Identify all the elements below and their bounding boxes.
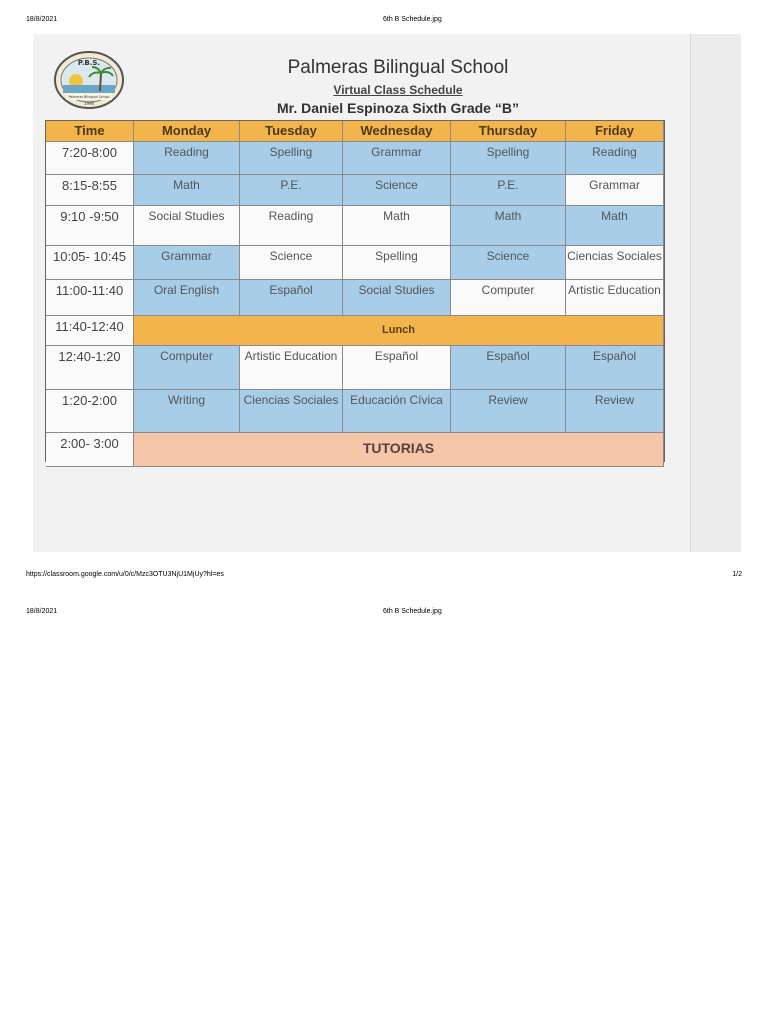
schedule-cell: Math: [451, 206, 566, 246]
print-footer: [0, 569, 768, 583]
logo-school-text: Palmeras Bilingual School: [68, 95, 110, 99]
schedule-cell: Oral English: [134, 280, 240, 316]
teacher-line: Mr. Daniel Espinoza Sixth Grade “B”: [277, 100, 519, 116]
schedule-cell: Español: [451, 346, 566, 390]
school-logo: [54, 51, 124, 109]
schedule-table: [45, 120, 665, 462]
schedule-cell: Grammar: [134, 246, 240, 280]
print-header: [0, 14, 768, 28]
time-slot: 8:15-8:55: [46, 175, 134, 206]
time-slot: 10:05- 10:45: [46, 246, 134, 280]
time-slot: 2:00- 3:00: [46, 433, 134, 467]
schedule-title: Virtual Class Schedule: [333, 83, 463, 97]
schedule-cell: Reading: [240, 206, 343, 246]
header-monday: Monday: [134, 121, 240, 142]
print-url: https://classroom.google.com/u/0/c/Mzc3OTU3NjU1MjUy?hl=es: [26, 571, 224, 578]
schedule-cell: Review: [566, 390, 664, 433]
schedule-cell: Computer: [134, 346, 240, 390]
schedule-cell: Spelling: [240, 142, 343, 175]
header-tuesday: Tuesday: [240, 121, 343, 142]
schedule-cell: Science: [343, 175, 451, 206]
print-date: 18/8/2021: [26, 608, 58, 615]
schedule-cell: Español: [566, 346, 664, 390]
schedule-title-block: [213, 56, 583, 117]
schedule-cell: Writing: [134, 390, 240, 433]
lunch-band: Lunch: [134, 316, 664, 346]
schedule-cell: Spelling: [343, 246, 451, 280]
header-wednesday: Wednesday: [343, 121, 451, 142]
schedule-cell: Artistic Education: [566, 280, 664, 316]
time-slot: 1:20-2:00: [46, 390, 134, 433]
schedule-cell: Español: [343, 346, 451, 390]
print-title: 6th B Schedule.jpg: [383, 608, 442, 615]
header-friday: Friday: [566, 121, 664, 142]
print-page-number: 1/2: [732, 571, 742, 578]
schedule-cell: Math: [134, 175, 240, 206]
schedule-cell: P.E.: [451, 175, 566, 206]
schedule-cell: Artistic Education: [240, 346, 343, 390]
time-slot: 9:10 -9:50: [46, 206, 134, 246]
time-slot: 12:40-1:20: [46, 346, 134, 390]
school-name: Palmeras Bilingual School: [287, 57, 509, 78]
schedule-cell: Educación Cívica: [343, 390, 451, 433]
schedule-cell: Social Studies: [343, 280, 451, 316]
header-thursday: Thursday: [451, 121, 566, 142]
schedule-cell: Grammar: [566, 175, 664, 206]
schedule-cell: Math: [566, 206, 664, 246]
schedule-cell: Reading: [134, 142, 240, 175]
print-title: 6th B Schedule.jpg: [383, 16, 442, 23]
print-header-page-2: [0, 606, 768, 620]
time-slot: 7:20-8:00: [46, 142, 134, 175]
time-slot: 11:40-12:40: [46, 316, 134, 346]
tutorias-band: TUTORIAS: [134, 433, 664, 467]
schedule-cell: Review: [451, 390, 566, 433]
time-slot: 11:00-11:40: [46, 280, 134, 316]
schedule-cell: Grammar: [343, 142, 451, 175]
scan-edge: [690, 34, 741, 552]
schedule-cell: Spelling: [451, 142, 566, 175]
schedule-cell: Science: [451, 246, 566, 280]
header-time: Time: [46, 121, 134, 142]
schedule-cell: Computer: [451, 280, 566, 316]
logo-initials: P.B.S.: [77, 59, 101, 67]
schedule-cell: P.E.: [240, 175, 343, 206]
schedule-cell: Science: [240, 246, 343, 280]
schedule-cell: Social Studies: [134, 206, 240, 246]
schedule-cell: Reading: [566, 142, 664, 175]
logo-year: 1996: [83, 101, 95, 106]
print-date: 18/8/2021: [26, 16, 58, 23]
schedule-cell: Math: [343, 206, 451, 246]
scanned-schedule-image: [33, 34, 741, 552]
schedule-cell: Ciencias Sociales: [566, 246, 664, 280]
schedule-cell: Español: [240, 280, 343, 316]
schedule-cell: Ciencias Sociales: [240, 390, 343, 433]
